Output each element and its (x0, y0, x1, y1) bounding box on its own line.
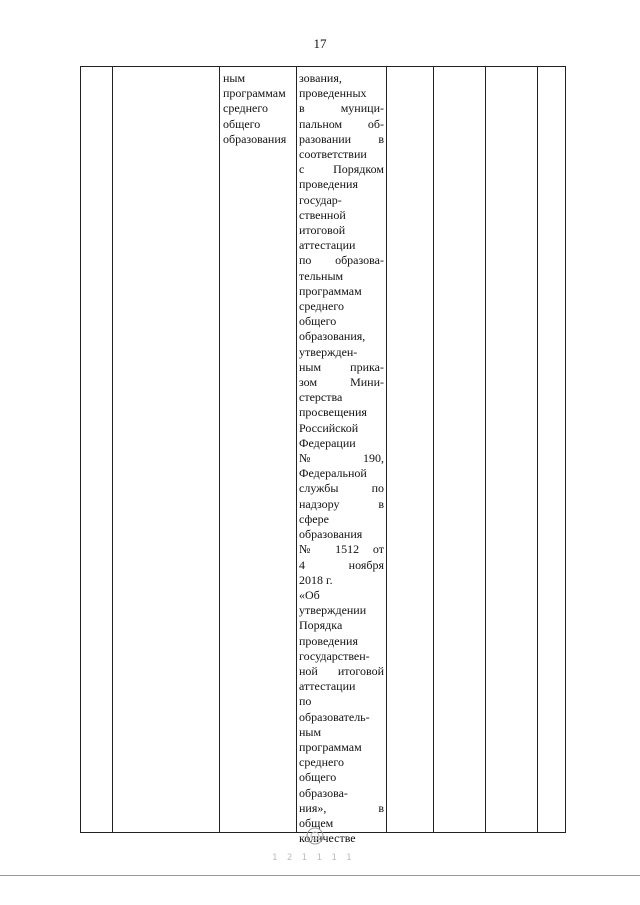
cell-line: общего (299, 770, 337, 785)
table-cell-program-type (223, 71, 293, 147)
page-number: 17 (313, 36, 327, 51)
table-cell-description (299, 71, 384, 846)
cell-line: по образова- (299, 253, 384, 268)
cell-line: 4 ноября (299, 557, 384, 572)
cell-line: службы по (299, 481, 384, 496)
page-bottom-rule (0, 875, 640, 876)
cell-line: пальном об- (299, 116, 384, 131)
cell-line: образования (299, 527, 363, 542)
cell-line: сфере (299, 511, 329, 526)
cell-line: государ- (299, 192, 342, 207)
cell-line: ным (223, 71, 246, 85)
cell-line: проведения (299, 177, 358, 192)
cell-line: № 190, (299, 451, 384, 466)
cell-line: с Порядком (299, 162, 384, 177)
cell-line: количестве (299, 831, 356, 846)
cell-line: проведенных (299, 86, 367, 101)
cell-line: Российской (299, 420, 359, 435)
cell-line: государствен- (299, 648, 370, 663)
cell-line: образования, (299, 329, 366, 344)
cell-line: ния», в (299, 800, 384, 815)
cell-line: ной итоговой (299, 663, 384, 678)
cell-line: общего (223, 116, 261, 131)
cell-line: Федерации (299, 435, 356, 450)
cell-line: стерства (299, 390, 343, 405)
cell-line: общем (299, 815, 334, 830)
footer-mark: 1 2 1 1 1 1 (272, 853, 354, 863)
cell-line: Порядка (299, 618, 343, 633)
cell-line: программам (223, 86, 286, 101)
cell-line: программам (299, 739, 362, 754)
table-column-divider (296, 66, 297, 833)
cell-line: 2018 г. (299, 572, 333, 587)
table-column-divider (112, 66, 113, 833)
cell-line: программам (299, 283, 362, 298)
table-column-divider (219, 66, 220, 833)
cell-line: образования (223, 131, 287, 146)
cell-line: надзору в (299, 496, 384, 511)
table-column-divider (433, 66, 434, 833)
cell-line: общего (299, 314, 337, 329)
cell-line: № 1512 от (299, 542, 384, 557)
cell-line: среднего (299, 299, 344, 314)
cell-line: итоговой (299, 223, 346, 238)
cell-line: аттестации (299, 679, 356, 694)
cell-line: зом Мини- (299, 375, 384, 390)
cell-line: «Об (299, 587, 320, 602)
cell-line: по (299, 694, 312, 709)
cell-line: образователь- (299, 709, 370, 724)
table-column-divider (485, 66, 486, 833)
cell-line: просвещения (299, 405, 367, 420)
cell-line: ственной (299, 207, 346, 222)
cell-line: разовании в (299, 131, 384, 146)
cell-line: ным (299, 724, 322, 739)
cell-line: тельным (299, 268, 344, 283)
cell-line: в муници- (299, 101, 384, 116)
cell-line: зования, (299, 71, 342, 85)
cell-line: соответствии (299, 147, 367, 162)
cell-line: утверждении (299, 603, 367, 618)
cell-line: утвержден- (299, 344, 358, 359)
cell-line: Федеральной (299, 466, 367, 481)
table-column-divider (386, 66, 387, 833)
cell-line: среднего (223, 101, 268, 116)
table-column-divider (537, 66, 538, 833)
cell-line: образова- (299, 785, 348, 800)
cell-line: среднего (299, 755, 344, 770)
cell-line: проведения (299, 633, 358, 648)
cell-line: ным прика- (299, 359, 384, 374)
cell-line: аттестации (299, 238, 356, 253)
seal-icon (305, 826, 325, 846)
